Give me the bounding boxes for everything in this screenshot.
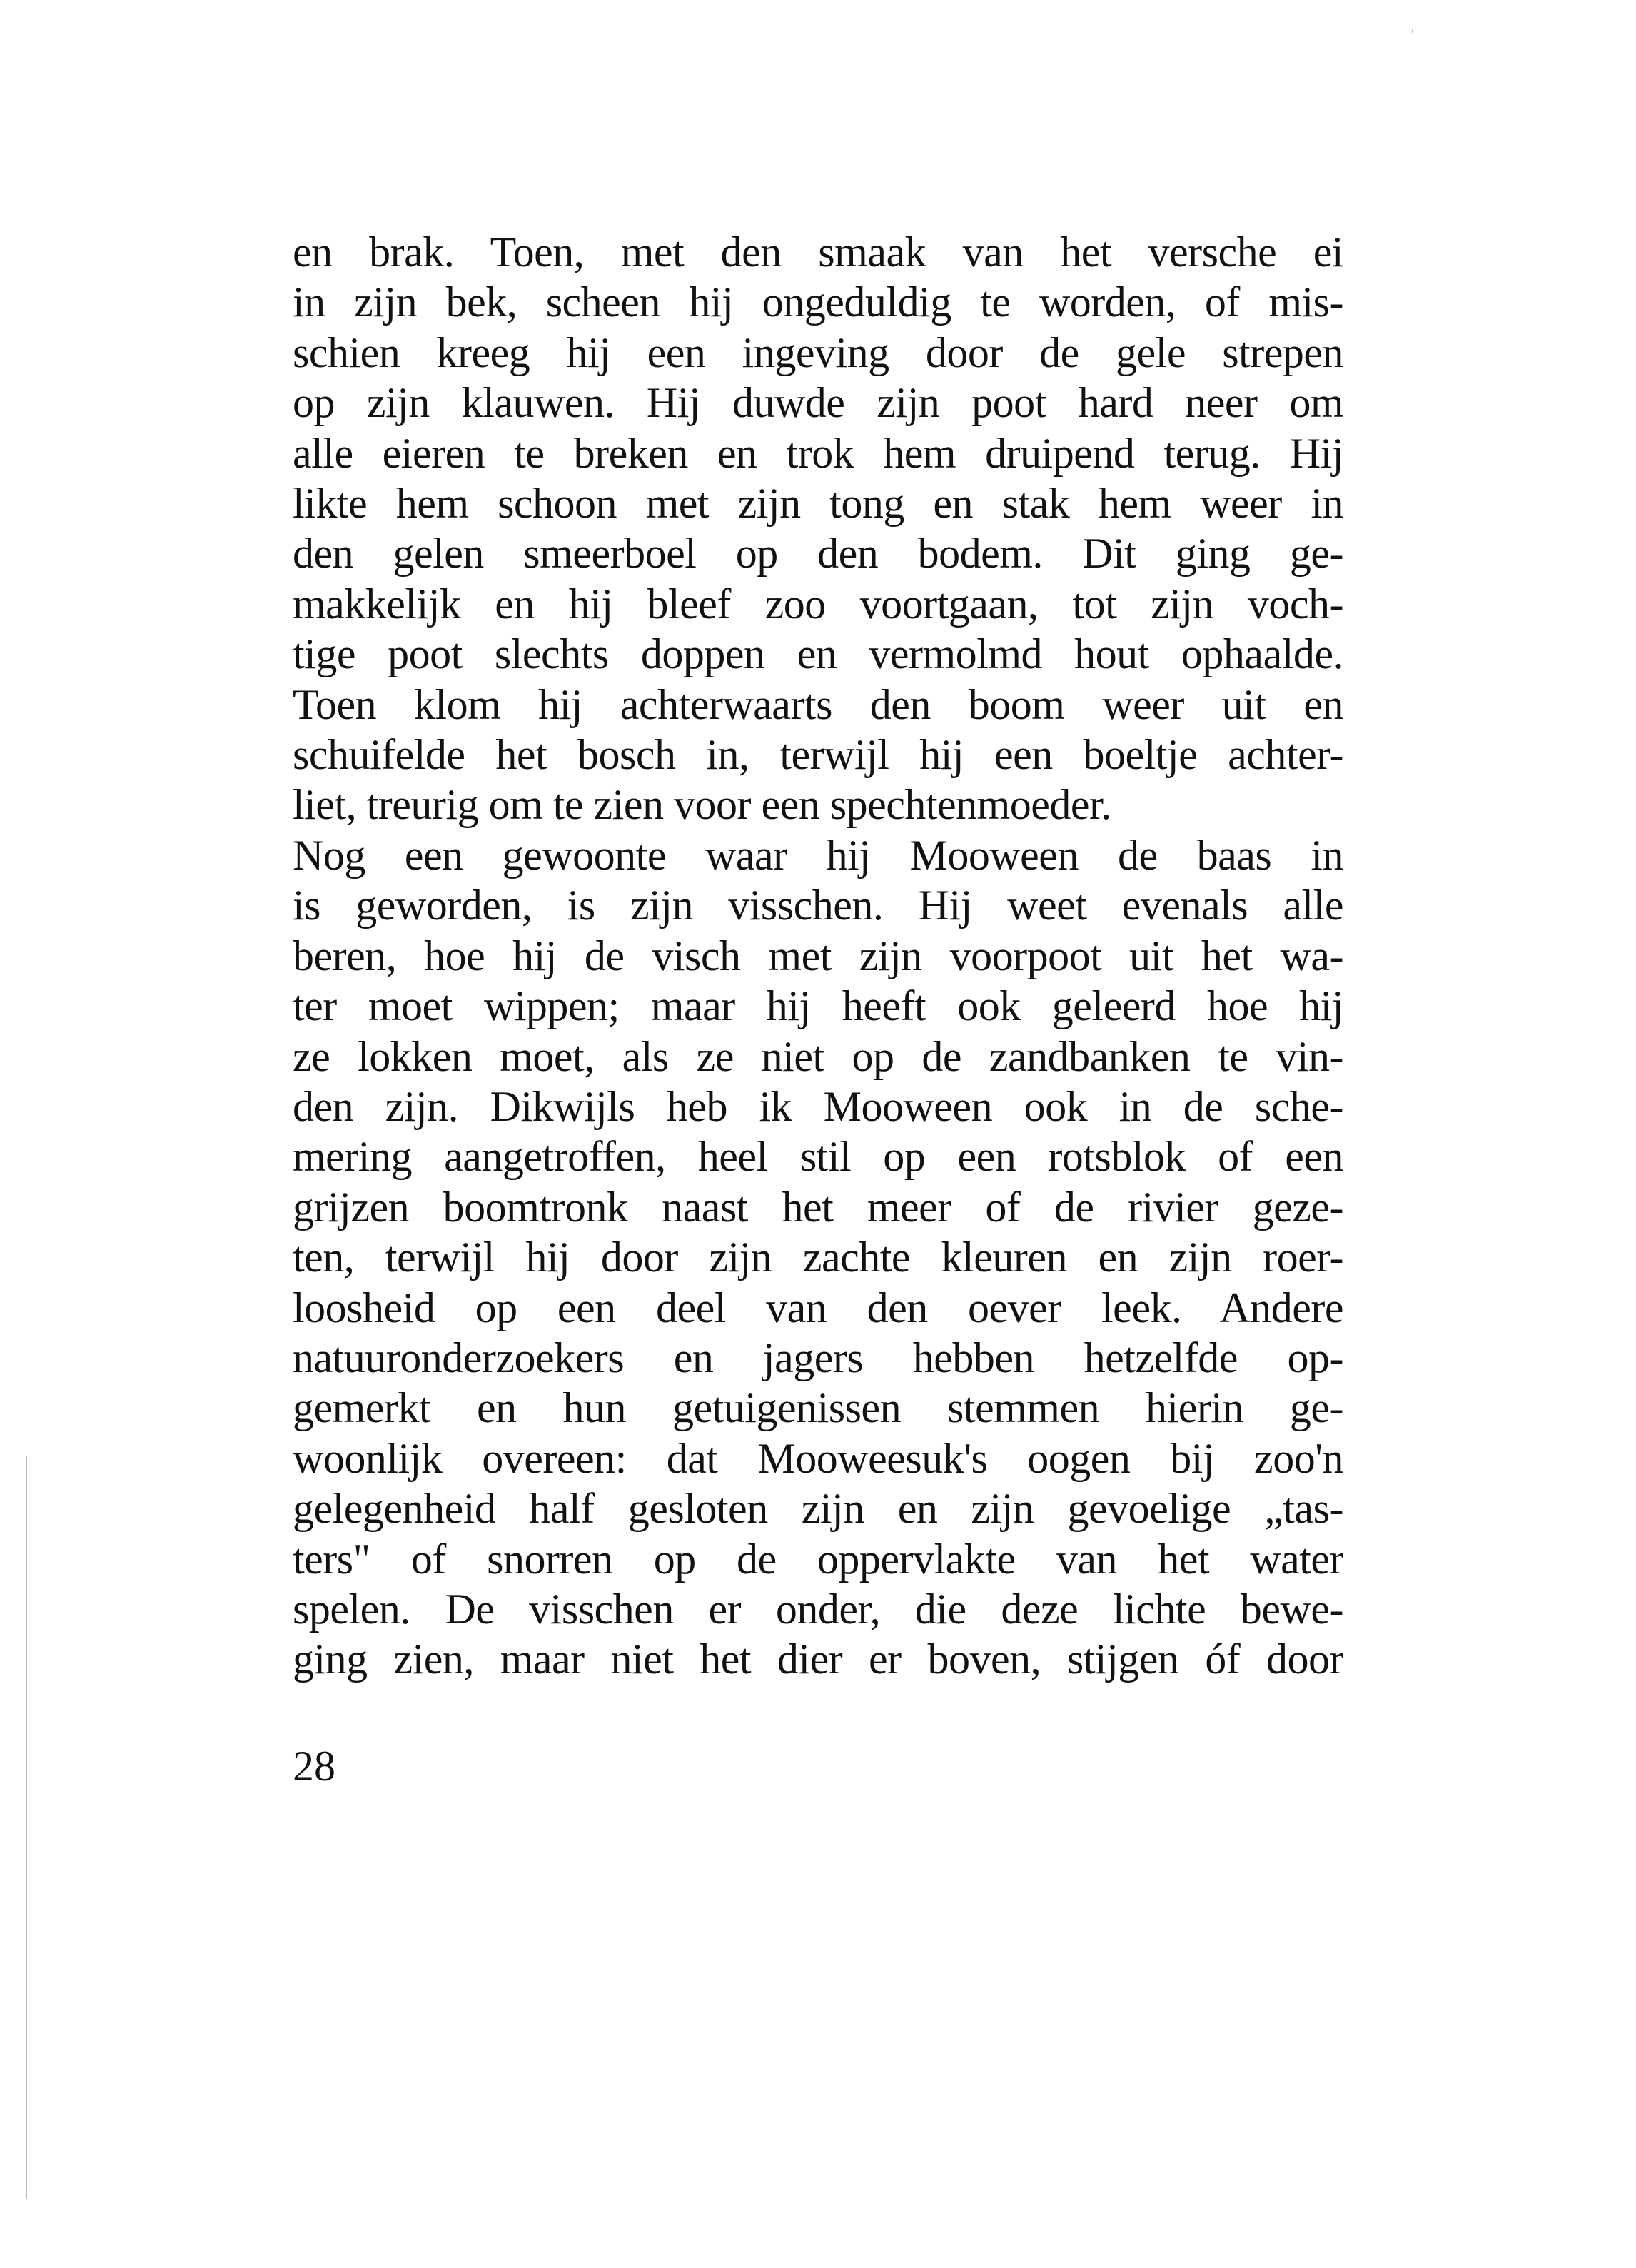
text-line: is geworden, is zijn visschen. Hij weet evenals alle: [293, 882, 1343, 929]
text-line: ter moet wippen; maar hij heeft ook geleerd hoe hij: [293, 982, 1343, 1030]
text-line: spelen. De visschen er onder, die deze lichte bewe-: [293, 1585, 1343, 1633]
text-line: liet, treurig om te zien voor een spechtenmoeder.: [293, 781, 1111, 829]
text-line: makkelijk en hij bleef zoo voortgaan, tot zijn voch-: [293, 580, 1343, 628]
text-line: den gelen smeerboel op den bodem. Dit ging ge-: [293, 530, 1343, 578]
text-line: gemerkt en hun getuigenissen stemmen hierin ge-: [293, 1384, 1343, 1432]
text-line: Nog een gewoonte waar hij Mooween de baas in: [293, 831, 1343, 879]
page-number: 28: [293, 1743, 335, 1790]
text-line: natuuronderzoekers en jagers hebben hetzelfde op-: [293, 1334, 1343, 1381]
text-line: ters" of snorren op de oppervlakte van het water: [293, 1535, 1343, 1583]
text-line: den zijn. Dikwijls heb ik Mooween ook in de sche-: [293, 1082, 1343, 1130]
text-line: schien kreeg hij een ingeving door de gele strepen: [293, 328, 1343, 376]
text-line: Toen klom hij achterwaarts den boom weer uit en: [293, 680, 1343, 728]
text-line: alle eieren te breken en trok hem druipend terug. Hij: [293, 429, 1343, 477]
text-line: in zijn bek, scheen hij ongeduldig te worden, of mis-: [293, 278, 1343, 326]
text-line: tige poot slechts doppen en vermolmd hout ophaalde.: [293, 630, 1343, 678]
text-line: ze lokken moet, als ze niet op de zandbanken te vin-: [293, 1032, 1343, 1080]
text-line: ging zien, maar niet het dier er boven, stijgen óf door: [293, 1636, 1343, 1683]
text-line: en brak. Toen, met den smaak van het versche ei: [293, 228, 1343, 276]
text-line: grijzen boomtronk naast het meer of de rivier geze-: [293, 1183, 1343, 1231]
text-line: likte hem schoon met zijn tong en stak hem weer in: [293, 480, 1343, 528]
text-line: loosheid op een deel van den oever leek. Andere: [293, 1284, 1343, 1331]
text-line: mering aangetroffen, heel stil op een rotsblok of een: [293, 1133, 1343, 1181]
text-line: ten, terwijl hij door zijn zachte kleuren en zijn roer-: [293, 1234, 1343, 1281]
body-text: [293, 227, 1343, 1685]
scan-edge-line: [26, 1456, 27, 2199]
text-line: schuifelde het bosch in, terwijl hij een boeltje achter-: [293, 731, 1343, 779]
text-line: gelegenheid half gesloten zijn en zijn gevoelige „tas-: [293, 1485, 1343, 1533]
scan-artifact: [1412, 29, 1413, 33]
text-line: beren, hoe hij de visch met zijn voorpoot uit het wa-: [293, 932, 1343, 979]
text-line: op zijn klauwen. Hij duwde zijn poot hard neer om: [293, 379, 1343, 427]
text-line: woonlijk overeen: dat Mooweesuk's oogen bij zoo'n: [293, 1434, 1343, 1482]
